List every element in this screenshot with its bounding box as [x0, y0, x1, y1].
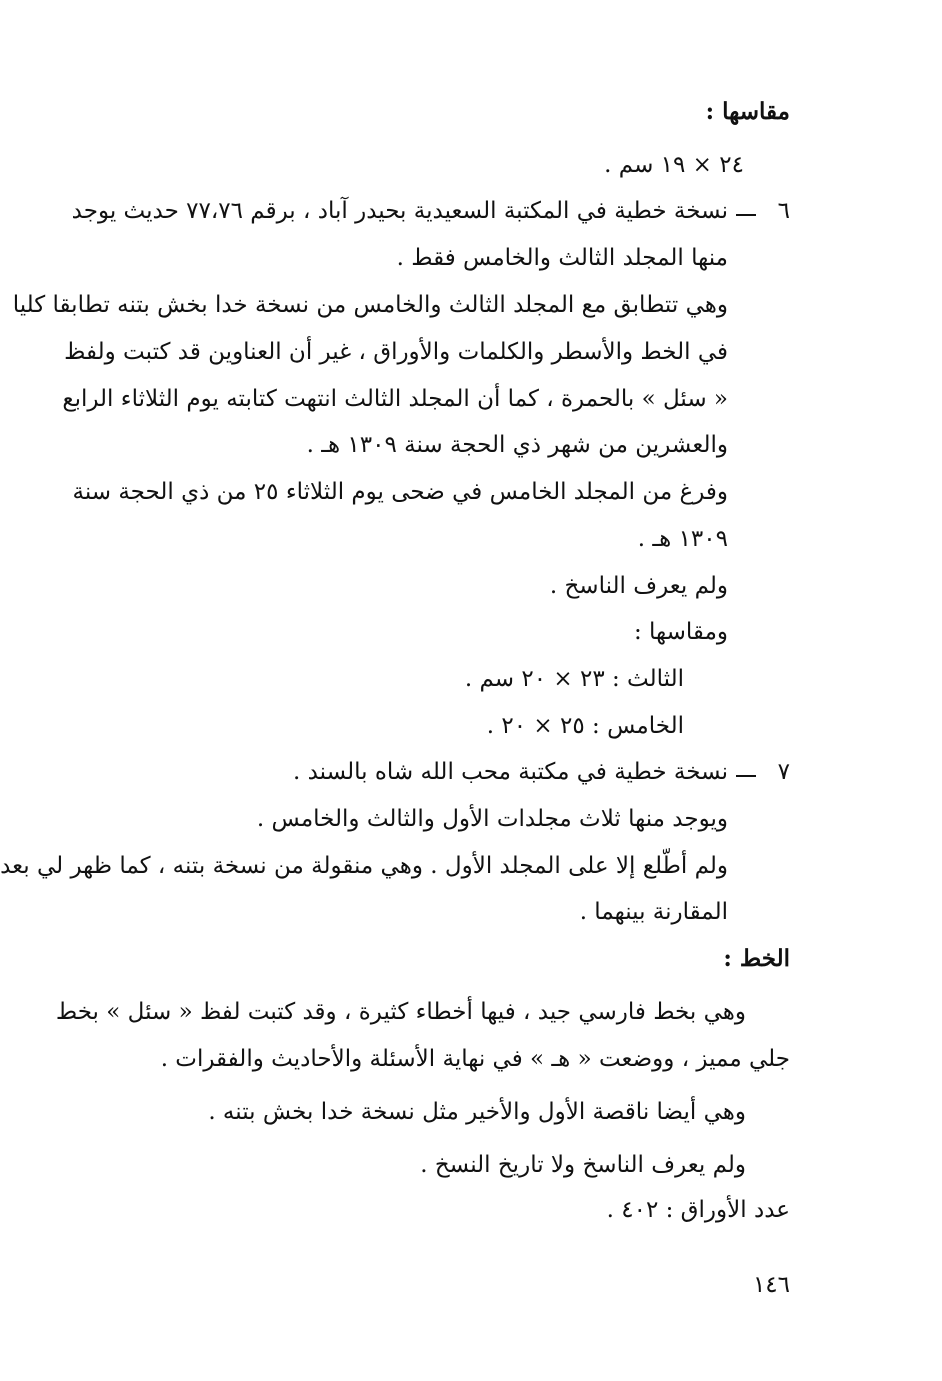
item-dash-6	[736, 214, 756, 216]
item7-line-4: المقارنة بينهما .	[579, 899, 728, 925]
item6-line-5: « سئل » بالحمرة ، كما أن المجلد الثالث انتهت كتابته يوم الثلاثاء الرابع	[62, 386, 728, 412]
item6-line-1: نسخة خطية في المكتبة السعيدية بحيدر آباد ، برقم ٧٧،٧٦ حديث يوجد	[71, 198, 728, 224]
script-line-5: عدد الأوراق : ٤٠٢ .	[606, 1197, 790, 1223]
page-number: ١٤٦	[752, 1272, 790, 1298]
item7-line-1: نسخة خطية في مكتبة محب الله شاه بالسند .	[292, 759, 728, 785]
item6-line-9: ولم يعرف الناسخ .	[549, 573, 728, 599]
item6-line-10: ومقاسها :	[633, 619, 728, 645]
script-line-3: وهي أيضا ناقصة الأول والأخير مثل نسخة خدا بخش بتنه .	[208, 1099, 746, 1125]
heading-sizes: مقاسها :	[705, 98, 790, 125]
item6-line-7: وفرغ من المجلد الخامس في ضحى يوم الثلاثاء ٢٥ من ذي الحجة سنة	[72, 479, 728, 505]
item6-line-6: والعشرين من شهر ذي الحجة سنة ١٣٠٩ هـ .	[306, 432, 728, 458]
script-line-4: ولم يعرف الناسخ ولا تاريخ النسخ .	[420, 1152, 746, 1178]
item-dash-7	[736, 775, 756, 777]
item6-line-4: في الخط والأسطر والكلمات والأوراق ، غير أن العناوين قد كتبت ولفظ	[64, 339, 728, 365]
script-line-1: وهي بخط فارسي جيد ، فيها أخطاء كثيرة ، وقد كتبت لفظ « سئل » بخط	[55, 999, 746, 1025]
item6-line-3: وهي تتطابق مع المجلد الثالث والخامس من نسخة خدا بخش بتنه تطابقا كليا	[12, 292, 728, 318]
item6-line-2: منها المجلد الثالث والخامس فقط .	[396, 245, 728, 271]
item-number-7: ٧	[777, 759, 790, 785]
item6-line-11: الثالث : ٢٣ × ٢٠ سم .	[464, 666, 684, 692]
script-line-2: جلي مميز ، ووضعت « هـ » في نهاية الأسئلة والأحاديث والفقرات .	[160, 1046, 790, 1072]
sizes-value: ٢٤ × ١٩ سم .	[604, 152, 744, 178]
item6-line-12: الخامس : ٢٥ × ٢٠ .	[486, 713, 684, 739]
item7-line-2: ويوجد منها ثلاث مجلدات الأول والثالث والخامس .	[256, 806, 728, 832]
item-number-6: ٦	[777, 198, 790, 224]
item6-line-8: ١٣٠٩ هـ .	[637, 526, 728, 552]
heading-script: الخط :	[723, 945, 790, 972]
item7-line-3: ولم أطّلع إلا على المجلد الأول . وهي منقولة من نسخة بتنه ، كما ظهر لي بعد	[0, 853, 728, 879]
